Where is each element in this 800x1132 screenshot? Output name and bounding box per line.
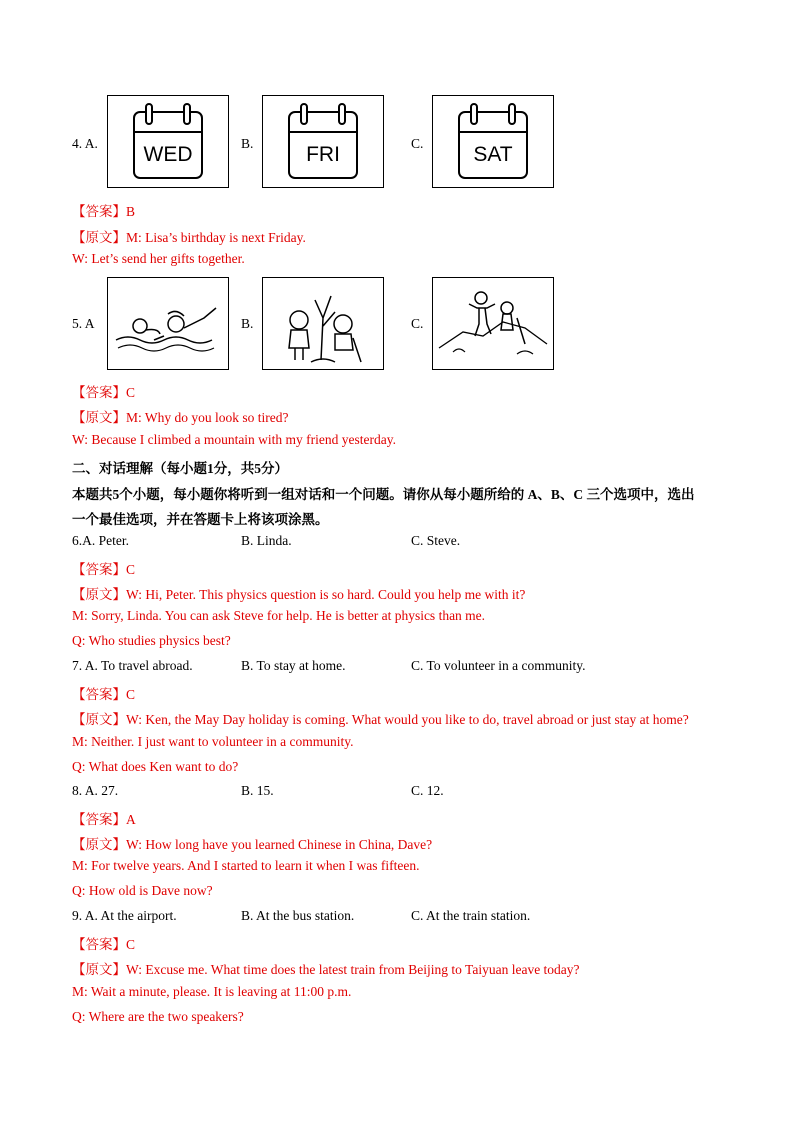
section-instructions: 一个最佳选项，并在答题卡上将该项涂黑。: [72, 512, 329, 527]
q8-answer: 【答案】A: [72, 812, 136, 827]
q6-answer: 【答案】C: [72, 562, 136, 577]
q9-answer: 【答案】C: [72, 937, 136, 952]
q8-option-c: C. 12.: [411, 783, 444, 798]
q6-script-line: Q: Who studies physics best?: [72, 633, 231, 648]
q6-option-a: 6.A. Peter.: [72, 533, 129, 548]
q8-option-b: B. 15.: [241, 783, 274, 798]
q9-script-line: Q: Where are the two speakers?: [72, 1009, 244, 1024]
q4-option-a-image: [107, 95, 229, 188]
q7-answer: 【答案】C: [72, 687, 136, 702]
q4-script-line: W: Let’s send her gifts together.: [72, 251, 245, 266]
q7-script-line: 【原文】W: Ken, the May Day holiday is coming. What would you like to do, travel abroad or just stay at home?: [72, 712, 689, 727]
calendar-icon: [433, 96, 553, 187]
q7-script-line: Q: What does Ken want to do?: [72, 759, 239, 774]
q7-option-b: B. To stay at home.: [241, 658, 346, 673]
q7-option-a: 7. A. To travel abroad.: [72, 658, 193, 673]
q7-option-c: C. To volunteer in a community.: [411, 658, 586, 673]
mountain-climbing-illustration: [433, 278, 553, 369]
q4-answer: 【答案】B: [72, 204, 136, 219]
q8-script-line: Q: How old is Dave now?: [72, 883, 213, 898]
section-instructions: 本题共5个小题，每小题你将听到一组对话和一个问题。请你从每小题所给的 A、B、C 三个选项中，选出: [72, 487, 695, 502]
q5-number: 5. A: [72, 316, 95, 331]
q8-option-a: 8. A. 27.: [72, 783, 119, 798]
calendar-icon: [263, 96, 383, 187]
q4-option-b-label: B.: [241, 136, 254, 151]
q5-answer: 【答案】C: [72, 385, 136, 400]
q5-option-b-label: B.: [241, 316, 254, 331]
q5-script-line: 【原文】M: Why do you look so tired?: [72, 410, 289, 425]
q6-script-line: 【原文】W: Hi, Peter. This physics question is so hard. Could you help me with it?: [72, 587, 526, 602]
q6-option-b: B. Linda.: [241, 533, 292, 548]
q9-option-b: B. At the bus station.: [241, 908, 355, 923]
q4-number: 4. A.: [72, 136, 98, 151]
q4-script-line: 【原文】M: Lisa’s birthday is next Friday.: [72, 230, 306, 245]
q5-script-line: W: Because I climbed a mountain with my friend yesterday.: [72, 432, 397, 447]
section-heading: 二、对话理解（每小题1分，共5分）: [72, 461, 288, 476]
calendar-icon: [108, 96, 228, 187]
q9-option-a: 9. A. At the airport.: [72, 908, 177, 923]
calendar-day-label: WED: [143, 143, 193, 166]
swimming-illustration: [108, 278, 228, 369]
calendar-day-label: FRI: [306, 143, 340, 166]
q5-option-c-label: C.: [411, 316, 424, 331]
q6-option-c: C. Steve.: [411, 533, 461, 548]
q6-script-line: M: Sorry, Linda. You can ask Steve for help. He is better at physics than me.: [72, 608, 486, 623]
q4-option-c-image: [432, 95, 554, 188]
q4-option-c-label: C.: [411, 136, 424, 151]
q9-script-line: M: Wait a minute, please. It is leaving at 11:00 p.m.: [72, 984, 352, 999]
q5-option-a-image: [107, 277, 229, 370]
q5-option-b-image: [262, 277, 384, 370]
q7-script-line: M: Neither. I just want to volunteer in a community.: [72, 734, 354, 749]
q5-option-c-image: [432, 277, 554, 370]
q9-script-line: 【原文】W: Excuse me. What time does the latest train from Beijing to Taiyuan leave today?: [72, 962, 580, 977]
q4-option-b-image: [262, 95, 384, 188]
calendar-day-label: SAT: [473, 143, 513, 166]
tree-planting-illustration: [263, 278, 383, 369]
q9-option-c: C. At the train station.: [411, 908, 531, 923]
q8-script-line: 【原文】W: How long have you learned Chinese in China, Dave?: [72, 837, 433, 852]
q8-script-line: M: For twelve years. And I started to learn it when I was fifteen.: [72, 858, 420, 873]
